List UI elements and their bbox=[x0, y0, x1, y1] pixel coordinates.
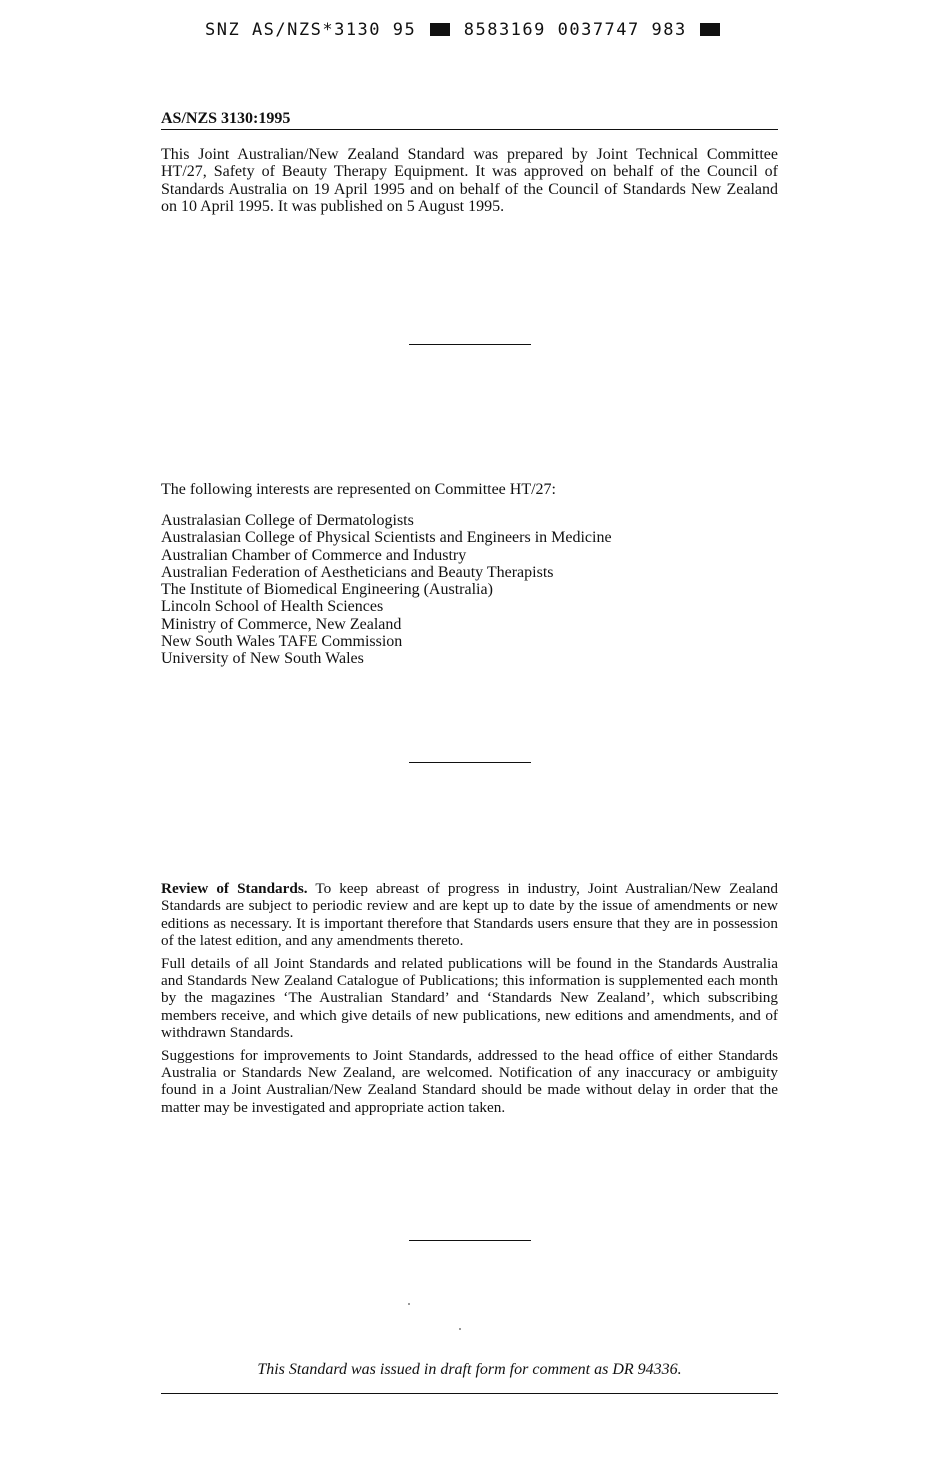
section-divider bbox=[409, 762, 531, 763]
bottom-rule bbox=[161, 1393, 778, 1394]
scan-header-code: SNZ AS/NZS*3130 95 bbox=[205, 20, 417, 40]
section-divider bbox=[409, 344, 531, 345]
committee-heading: The following interests are represented on Committee HT/27: bbox=[161, 481, 556, 498]
list-item: Australasian College of Physical Scientists and Engineers in Medicine bbox=[161, 529, 612, 547]
scan-header bbox=[205, 20, 722, 40]
review-text-1: To keep abreast of progress in industry, Joint Australian/New Zealand Standards are subject to periodic review and are kept up to date by the issue of amendments or new editions as necessary. It is important therefore that Standards users ensure that they are in possession of the latest edition, and any amendments thereto. bbox=[161, 880, 778, 950]
list-item: University of New South Wales bbox=[161, 650, 364, 668]
list-item: Lincoln School of Health Sciences bbox=[161, 598, 384, 616]
section-divider bbox=[409, 1240, 531, 1241]
committee-interest-list bbox=[161, 512, 612, 668]
scan-header-number: 8583169 0037747 983 bbox=[463, 20, 687, 40]
list-item: New South Wales TAFE Commission bbox=[161, 633, 403, 651]
review-lead: Review of Standards. bbox=[161, 880, 308, 897]
review-of-standards bbox=[161, 880, 778, 1121]
list-item: Ministry of Commerce, New Zealand bbox=[161, 615, 402, 633]
list-item: Australasian College of Dermatologists bbox=[161, 512, 414, 529]
top-rule bbox=[161, 129, 778, 130]
review-paragraph-1 bbox=[161, 880, 778, 950]
black-block-marker bbox=[700, 23, 720, 36]
scan-speck bbox=[459, 1328, 461, 1330]
scan-speck bbox=[408, 1303, 410, 1305]
document-id: AS/NZS 3130:1995 bbox=[161, 110, 291, 127]
review-paragraph-3: Suggestions for improvements to Joint Standards, addressed to the head office of either Standards Australia or Standards New Zealand, are welcomed. Notification of any inaccuracy or ambiguity found in a Joint Australian/New Zealand Standard should be made without delay in order that the matter may be investigated and appropriate action taken. bbox=[161, 1046, 778, 1116]
draft-footnote: This Standard was issued in draft form for comment as DR 94336. bbox=[257, 1361, 682, 1378]
list-item: Australian Federation of Aestheticians and Beauty Therapists bbox=[161, 563, 554, 581]
list-item: Australian Chamber of Commerce and Industry bbox=[161, 546, 467, 564]
review-paragraph-2: Full details of all Joint Standards and related publications will be found in the Standards Australia and Standards New Zealand Catalogue of Publications; this information is supplemented each month by the magazines ‘The Australian Standard’ and ‘Standards New Zealand’, which subscribing members receive, and which give details of new publications, new editions and amendments, and of withdrawn Standards. bbox=[161, 954, 778, 1042]
list-item: The Institute of Biomedical Engineering (Australia) bbox=[161, 581, 493, 599]
intro-paragraph: This Joint Australian/New Zealand Standard was prepared by Joint Technical Committee HT/27, Safety of Beauty Therapy Equipment. It was approved on behalf of the Council of Standards Australia on 19 April 1995 and on behalf of the Council of Standards New Zealand on 10 April 1995. It was published on 5 August 1995. bbox=[161, 146, 778, 216]
black-block-marker bbox=[430, 23, 450, 36]
